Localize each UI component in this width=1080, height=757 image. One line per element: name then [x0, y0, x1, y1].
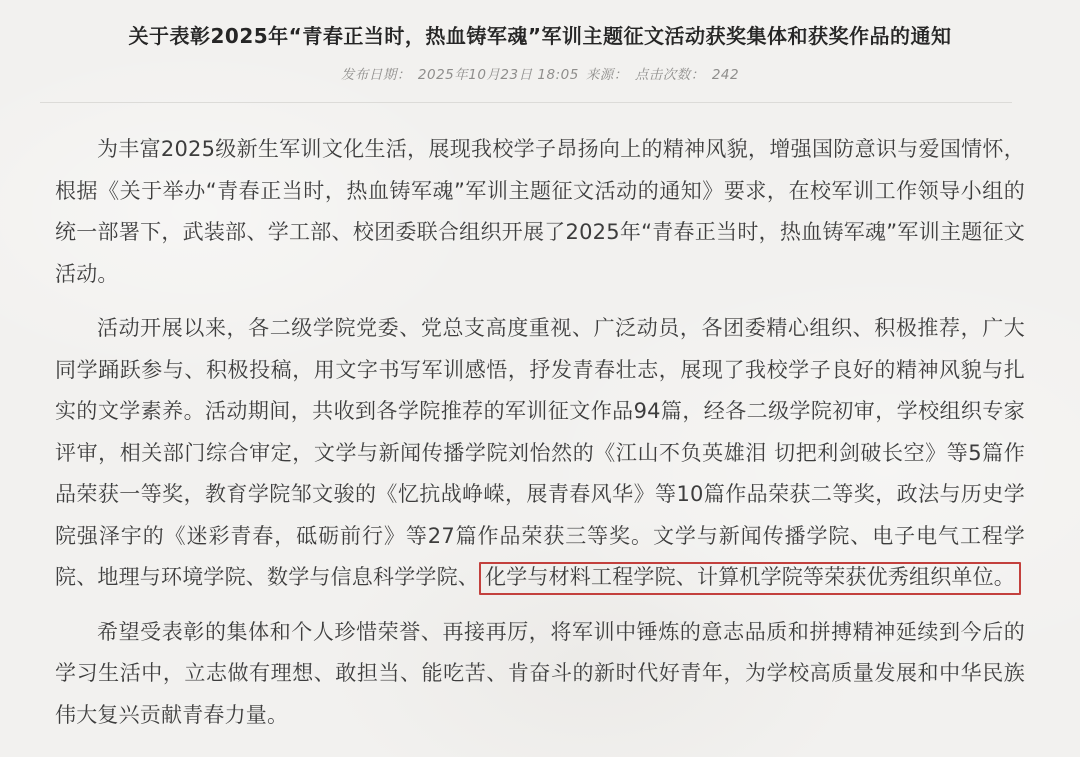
- source-label: 来源：: [585, 67, 628, 83]
- notice-body: [0, 129, 1080, 736]
- meta-line: [0, 63, 1080, 83]
- highlighted-award-text: 化学与材料工程学院、计算机学院等荣获优秀组织单位。: [479, 562, 1021, 595]
- click-count-label: 点击次数：: [634, 67, 705, 83]
- publish-date-value: 2025年10月23日 18:05: [417, 67, 579, 83]
- paragraph-hope: 希望受表彰的集体和个人珍惜荣誉、再接再厉，将军训中锤炼的意志品质和拼搏精神延续到今后的学习生活中，立志做有理想、敢担当、能吃苦、肯奋斗的新时代好青年，为学校高质量发展和中华民族伟大复兴贡献青春力量。: [55, 619, 1025, 727]
- paragraph-awards: [55, 308, 1025, 599]
- paragraph-intro: 为丰富2025级新生军训文化生活，展现我校学子昂扬向上的精神风貌，增强国防意识与爱国情怀，根据《关于举办“青春正当时，热血铸军魂”军训主题征文活动的通知》要求，在校军训工作领导小组的统一部署下，武装部、学工部、校团委联合组织开展了2025年“青春正当时，热血铸军魂”军训主题征文活动。: [55, 137, 1025, 286]
- paragraph-awards-text: 活动开展以来，各二级学院党委、党总支高度重视、广泛动员，各团委精心组织、积极推荐，广大同学踊跃参与、积极投稿，用文字书写军训感悟，抒发青春壮志，展现了我校学子良好的精神风貌与扎实的文学素养。活动期间，共收到各学院推荐的军训征文作品94篇，经各二级学院初审，学校组织专家评审，相关部门综合审定，文学与新闻传播学院刘怡然的《江山不负英雄泪 切把利剑破长空》等5篇作品荣获一等奖，教育学院邹文骏的《忆抗战峥嵘，展青春风华》等10篇作品荣获二等奖，政法与历史学院强泽宇的《迷彩青春，砥砺前行》等27篇作品荣获三等奖。文学与新闻传播学院、电子电气工程学院、地理与环境学院、数学与信息科学学院、: [55, 316, 1025, 589]
- click-count-value: 242: [711, 67, 740, 83]
- publish-date-label: 发布日期：: [340, 67, 411, 83]
- header-divider: [40, 102, 1012, 103]
- page-title: 关于表彰2025年“青春正当时，热血铸军魂”军训主题征文活动获奖集体和获奖作品的通知: [128, 24, 952, 48]
